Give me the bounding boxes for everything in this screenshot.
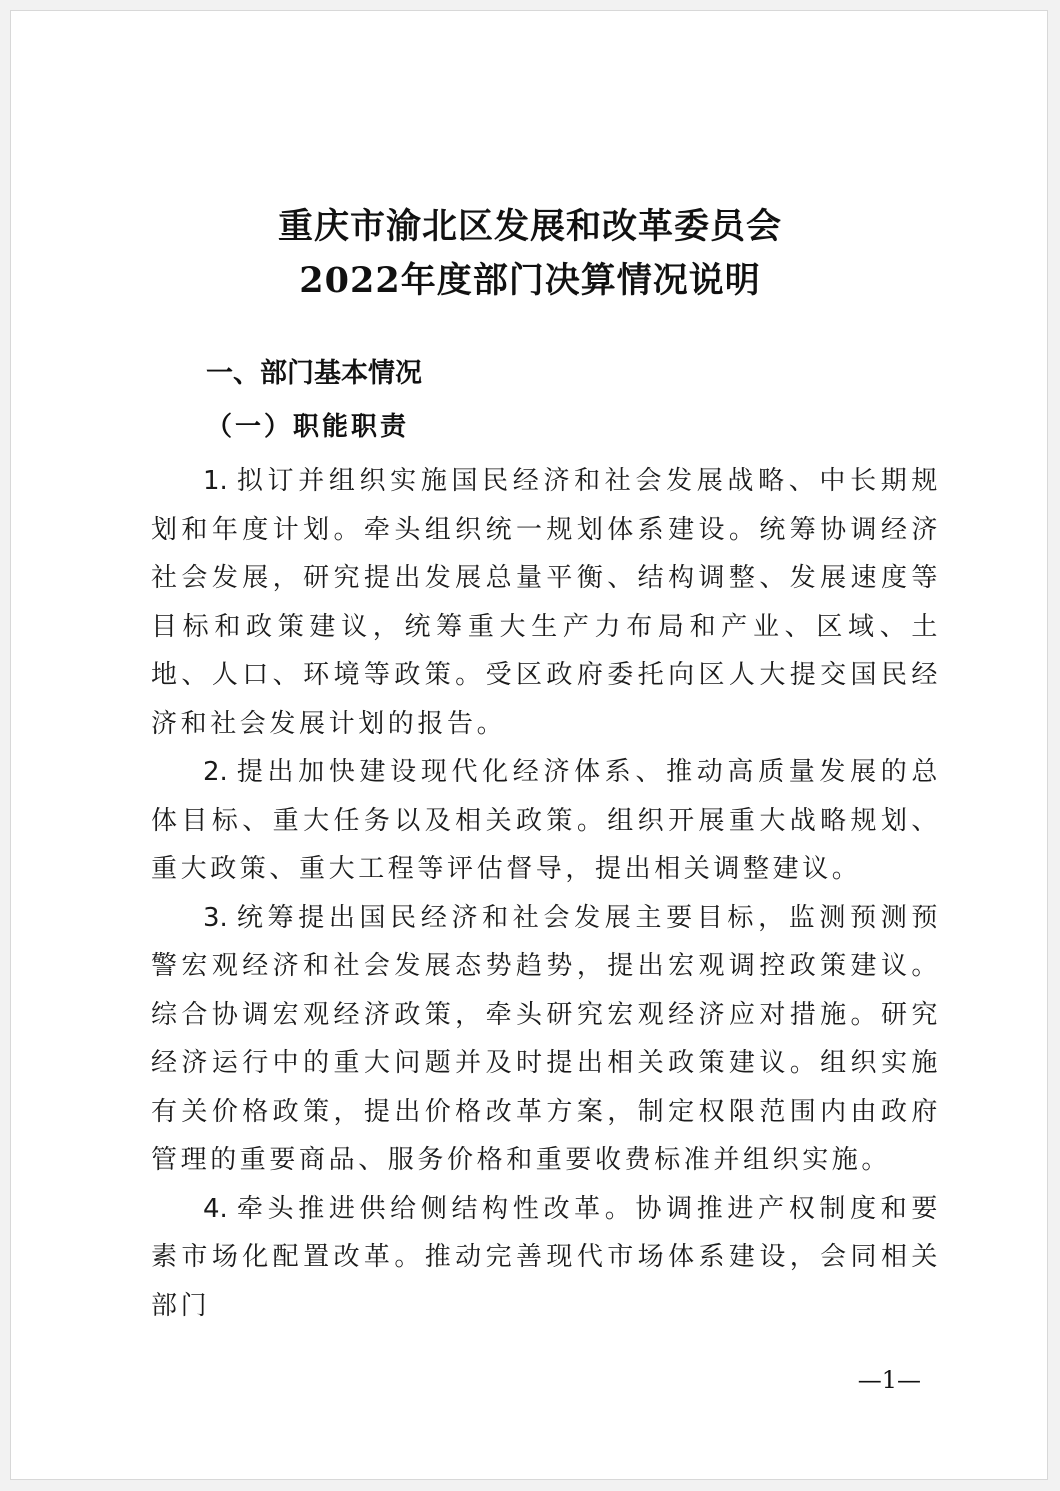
paragraph-3 <box>151 894 941 1185</box>
paragraph-text: 牵头推进供给侧结构性改革。协调推进产权制度和要素市场化配置改革。推动完善现代市场体系建设，会同相关部门 <box>151 1193 941 1321</box>
paragraph-2 <box>151 748 941 894</box>
paragraph-4 <box>151 1185 941 1331</box>
paragraph-text: 统筹提出国民经济和社会发展主要目标，监测预测预警宏观经济和社会发展态势趋势，提出宏观调控政策建议。综合协调宏观经济政策，牵头研究宏观经济应对措施。研究经济运行中的重大问题并及时提出相关政策建议。组织实施有关价格政策，提出价格改革方案，制定权限范围内由政府管理的重要商品、服务价格和重要收费标准并组织实施。 <box>151 902 941 1175</box>
document-title-line1: 重庆市渝北区发展和改革委员会 <box>277 206 782 247</box>
section-heading: 一、部门基本情况 <box>206 358 422 389</box>
body-text <box>151 457 941 1330</box>
document-page <box>10 10 1048 1480</box>
paragraph-text: 提出加快建设现代化经济体系、推动高质量发展的总体目标、重大任务以及相关政策。组织开展重大战略规划、重大政策、重大工程等评估督导，提出相关调整建议。 <box>151 757 941 884</box>
subsection-heading: （一）职能职责 <box>206 412 410 442</box>
paragraph-number: 1. <box>203 466 228 496</box>
paragraph-number: 4. <box>203 1193 228 1224</box>
paragraph-number: 3. <box>203 902 228 933</box>
paragraph-number: 2. <box>203 757 228 787</box>
page-number: —1— <box>857 1366 921 1394</box>
paragraph-text: 拟订并组织实施国民经济和社会发展战略、中长期规划和年度计划。牵头组织统一规划体系建设。统筹协调经济社会发展，研究提出发展总量平衡、结构调整、发展速度等目标和政策建议，统筹重大生产力布局和产业、区域、土地、人口、环境等政策。受区政府委托向区人大提交国民经济和社会发展计划的报告。 <box>151 466 941 739</box>
paragraph-1 <box>151 457 941 748</box>
document-title-line2: 2022年度部门决算情况说明 <box>299 260 761 301</box>
